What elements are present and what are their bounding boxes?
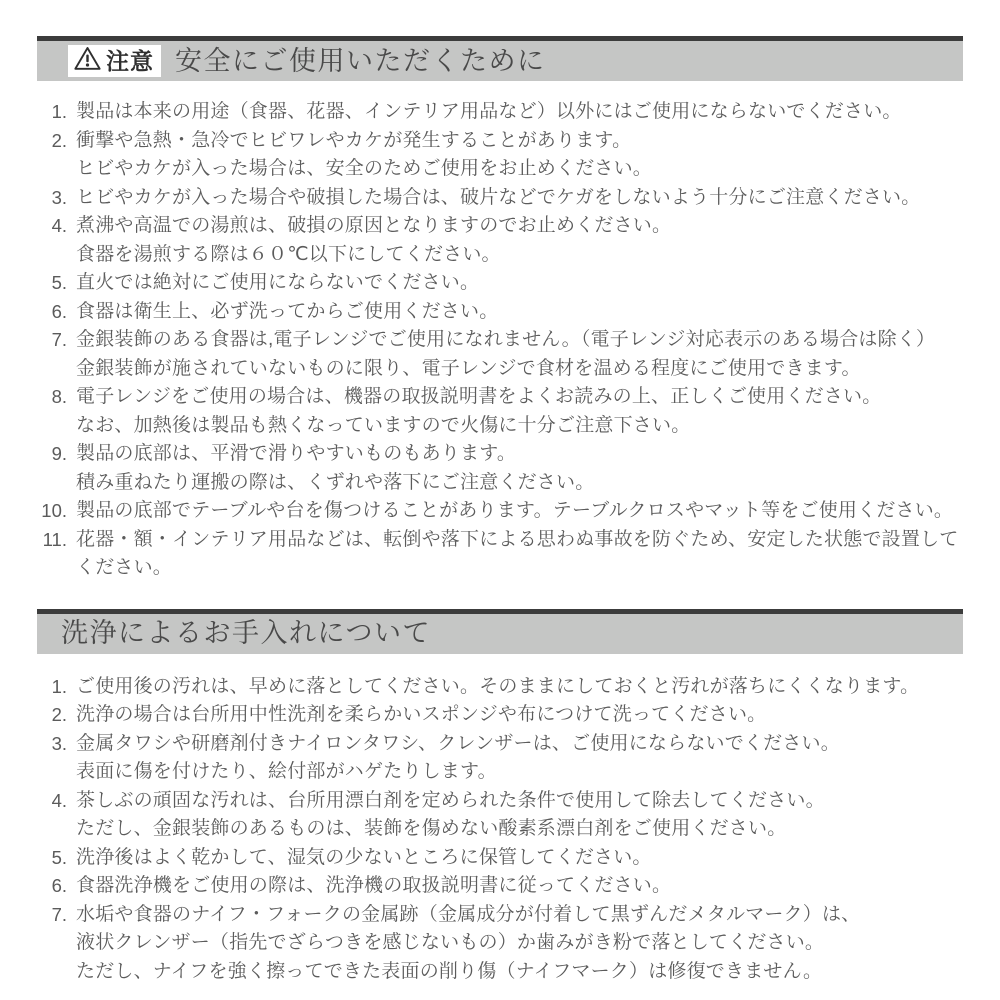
caution-badge-label: 注意 — [106, 47, 154, 74]
item-text — [76, 440, 963, 497]
item-number: 2. — [51, 129, 67, 151]
safety-item — [37, 184, 963, 213]
item-number: 4. — [51, 215, 67, 236]
item-text — [76, 730, 963, 787]
safety-item — [37, 298, 963, 327]
item-line: ヒビやカケが入った場合や破損した場合は、破片などでケガをしないよう十分にご注意ください。 — [76, 186, 921, 208]
washing-care-section-title: 洗浄によるお手入れについて — [61, 618, 431, 648]
item-text — [76, 497, 963, 526]
item-line: 金銀装飾のある食器は,電子レンジでご使用になれません。（電子レンジ対応表示のある場合は除く） — [76, 329, 936, 350]
item-line: 金属タワシや研磨剤付きナイロンタワシ、クレンザーは、ご使用にならないでください。 — [76, 732, 840, 754]
item-line: 洗浄の場合は台所用中性洗剤を柔らかいスポンジや布につけて洗ってください。 — [76, 704, 767, 725]
item-number: 5. — [51, 846, 67, 868]
item-text — [76, 787, 963, 844]
item-text — [76, 326, 963, 383]
item-line: 液状クレンザー（指先でざらつきを感じないもの）か歯みがき粉で落としてください。 — [76, 932, 825, 953]
item-number: 1. — [51, 675, 67, 697]
item-line: ください。 — [76, 557, 173, 578]
washing-care-item — [37, 673, 963, 702]
item-text — [76, 844, 963, 873]
item-line: 茶しぶの頑固な汚れは、台所用漂白剤を定められた条件で使用して除去してください。 — [76, 789, 825, 811]
item-line: 積み重ねたり運搬の際は、くずれや落下にご注意ください。 — [76, 471, 595, 493]
safety-items-list — [37, 98, 963, 583]
washing-care-item — [37, 872, 963, 901]
item-line: 金銀装飾が施されていないものに限り、電子レンジで食材を温める程度にご使用できます。 — [76, 357, 861, 379]
item-text — [76, 383, 963, 440]
safety-item — [37, 326, 963, 383]
item-number: 7. — [51, 329, 67, 350]
item-line: 表面に傷を付けたり、絵付部がハゲたりします。 — [76, 761, 497, 782]
item-number: 6. — [51, 875, 67, 896]
washing-care-item — [37, 701, 963, 730]
item-line: 直火では絶対にご使用にならないでください。 — [76, 272, 480, 293]
safety-item — [37, 440, 963, 497]
safety-item — [37, 212, 963, 269]
safety-item — [37, 497, 963, 526]
washing-care-item — [37, 901, 963, 987]
item-text — [76, 269, 963, 298]
section-divider-gap — [37, 583, 963, 609]
item-text — [76, 184, 963, 213]
item-line: なお、加熱後は製品も熱くなっていますので火傷に十分ご注意下さい。 — [76, 414, 691, 436]
item-number: 3. — [51, 186, 67, 208]
item-text — [76, 673, 963, 702]
item-line: 洗浄後はよく乾かして、湿気の少ないところに保管してください。 — [76, 846, 652, 868]
item-number: 7. — [51, 903, 67, 925]
caution-triangle-icon — [74, 46, 101, 76]
item-number: 6. — [51, 300, 67, 322]
item-line: 花器・額・インテリア用品などは、転倒や落下による思わぬ事故を防ぐため、安定した状態で設置して — [76, 528, 959, 550]
washing-care-section-header — [37, 609, 963, 654]
washing-care-item — [37, 787, 963, 844]
washing-care-section — [37, 609, 963, 987]
washing-care-items-list — [37, 673, 963, 987]
safety-item — [37, 383, 963, 440]
safety-item — [37, 127, 963, 184]
item-line: 食器は衛生上、必ず洗ってからご使用ください。 — [76, 300, 499, 322]
item-line: 製品は本来の用途（食器、花器、インテリア用品など）以外にはご使用にならないでください。 — [76, 101, 902, 122]
item-number: 11. — [42, 528, 67, 550]
item-number: 1. — [51, 101, 67, 122]
safety-item — [37, 269, 963, 298]
item-text — [76, 98, 963, 127]
item-text — [76, 298, 963, 327]
item-number: 9. — [51, 443, 67, 464]
washing-care-item — [37, 730, 963, 787]
item-text — [76, 127, 963, 184]
item-number: 10. — [41, 500, 67, 521]
item-text — [76, 212, 963, 269]
item-line: 製品の底部は、平滑で滑りやすいものもあります。 — [76, 443, 517, 464]
safety-section-header — [37, 36, 963, 81]
item-number: 2. — [51, 704, 67, 725]
item-text — [76, 872, 963, 901]
safety-section — [37, 36, 963, 583]
item-text — [76, 701, 963, 730]
safety-item — [37, 526, 963, 583]
item-number: 8. — [51, 386, 67, 407]
item-line: ヒビやカケが入った場合は、安全のためご使用をお止めください。 — [76, 158, 653, 179]
item-line: 電子レンジをご使用の場合は、機器の取扱説明書をよくお読みの上、正しくご使用ください。 — [76, 386, 882, 407]
item-number: 5. — [51, 272, 67, 293]
item-line: 製品の底部でテーブルや台を傷つけることがあります。テーブルクロスやマット等をご使用ください。 — [76, 500, 954, 521]
safety-item — [37, 98, 963, 127]
safety-section-title: 安全にご使用いただくために — [175, 45, 546, 76]
item-number: 4. — [51, 789, 67, 811]
item-line: 衝撃や急熱・急冷でヒビワレやカケが発生することがあります。 — [76, 129, 632, 151]
item-number: 3. — [51, 732, 67, 754]
item-line: 食器洗浄機をご使用の際は、洗浄機の取扱説明書に従ってください。 — [76, 875, 672, 896]
washing-care-item — [37, 844, 963, 873]
item-line: 煮沸や高温での湯煎は、破損の原因となりますのでお止めください。 — [76, 215, 672, 236]
item-text — [76, 901, 963, 987]
item-line: ただし、金銀装飾のあるものは、装飾を傷めない酸素系漂白剤をご使用ください。 — [76, 818, 787, 839]
item-line: 水垢や食器のナイフ・フォークの金属跡（金属成分が付着して黒ずんだメタルマーク）は、 — [76, 903, 861, 925]
item-text — [76, 526, 963, 583]
caution-badge — [68, 45, 161, 77]
item-line: ただし、ナイフを強く擦ってできた表面の削り傷（ナイフマーク）は修復できません。 — [76, 960, 823, 982]
item-line: 食器を湯煎する際は６０℃以下にしてください。 — [76, 243, 501, 265]
item-line: ご使用後の汚れは、早めに落としてください。そのままにしておくと汚れが落ちにくくなります。 — [76, 675, 920, 697]
